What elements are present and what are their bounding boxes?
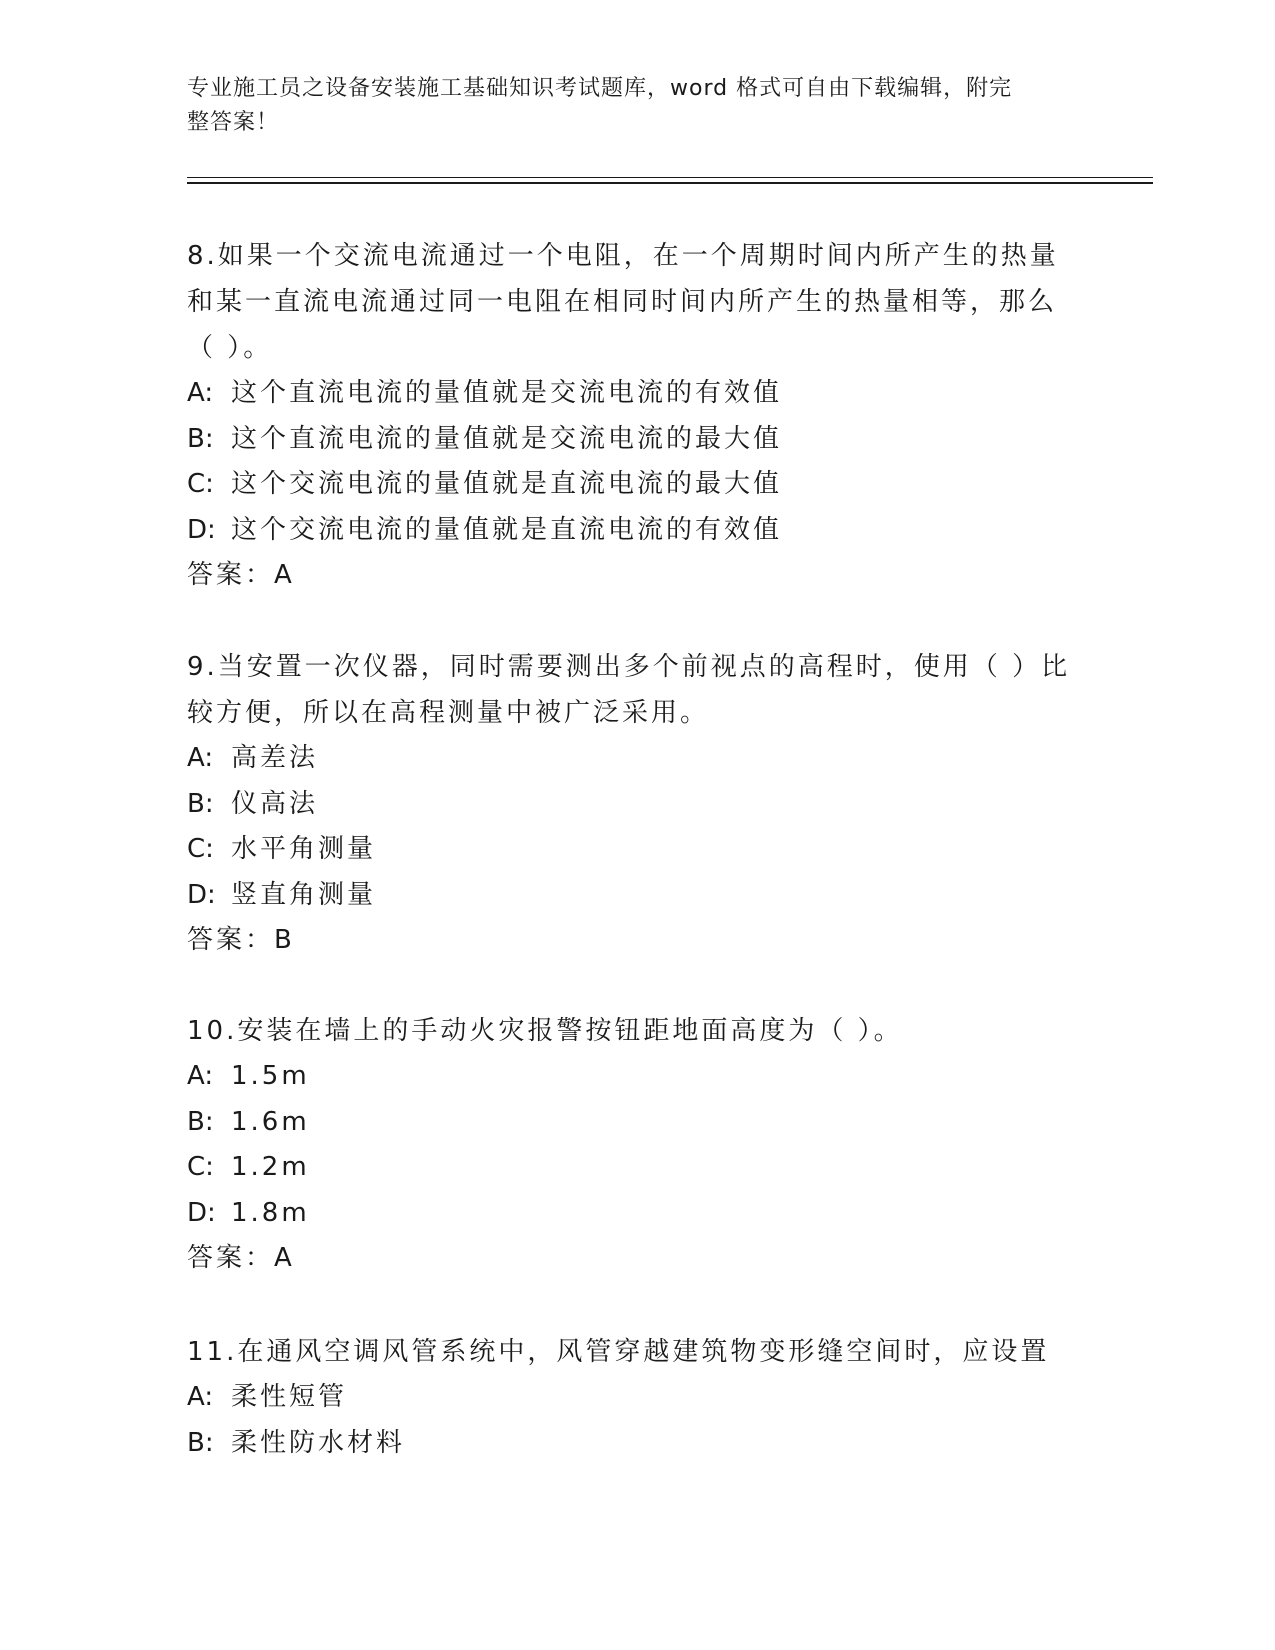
- question-text-line: 9.当安置一次仪器，同时需要测出多个前视点的高程时，使用（ ）比: [187, 652, 1071, 682]
- question-text-line: （ ）。: [187, 333, 273, 363]
- option-letter: C:: [187, 469, 214, 499]
- option-c: [187, 827, 1087, 873]
- option-letter: B:: [187, 1427, 214, 1458]
- question-text-line: 和某一直流电流通过同一电阻在相同时间内所产生的热量相等，那么: [187, 287, 1058, 317]
- header-line-2: 整答案！: [187, 110, 280, 135]
- option-letter: D:: [187, 879, 216, 910]
- header-divider-bottom: [187, 182, 1153, 184]
- question-text-line: 8.如果一个交流电流通过一个电阻，在一个周期时间内所产生的热量: [187, 241, 1059, 271]
- option-b: [187, 1421, 1087, 1467]
- question-text-line: 11.在通风空调风管系统中，风管穿越建筑物变形缝空间时，应设置: [187, 1337, 1050, 1367]
- option-d: [187, 1191, 1087, 1237]
- question-text-line: 10.安装在墙上的手动火灾报警按钮距地面高度为（ ）。: [187, 1016, 903, 1046]
- question-text-line: 较方便，所以在高程测量中被广泛采用。: [187, 698, 710, 728]
- question-11: [187, 1329, 1087, 1466]
- option-b: [187, 417, 1087, 463]
- document-header: [187, 72, 1067, 140]
- option-text: 1.5m: [231, 1061, 310, 1091]
- option-a: [187, 736, 1087, 782]
- option-a: [187, 371, 1087, 417]
- option-d: [187, 873, 1087, 919]
- option-text: 1.2m: [231, 1152, 310, 1182]
- option-letter: C:: [187, 1152, 214, 1182]
- option-c: [187, 462, 1087, 508]
- option-text: 柔性防水材料: [231, 1427, 406, 1458]
- option-letter: D:: [187, 514, 216, 545]
- answer-line: 答案：A: [187, 1243, 295, 1273]
- option-text: 柔性短管: [231, 1382, 348, 1412]
- option-c: [187, 1145, 1087, 1191]
- option-d: [187, 508, 1087, 554]
- option-letter: D:: [187, 1197, 216, 1228]
- option-text: 这个直流电流的量值就是交流电流的最大值: [231, 423, 783, 454]
- option-letter: A:: [187, 1061, 214, 1091]
- answer-line: 答案：A: [187, 560, 295, 590]
- option-a: [187, 1054, 1087, 1100]
- option-b: [187, 782, 1087, 828]
- option-text: 1.6m: [231, 1106, 310, 1137]
- answer-line: 答案：B: [187, 925, 295, 955]
- question-8: [187, 233, 1087, 599]
- option-letter: B:: [187, 423, 214, 454]
- option-text: 高差法: [231, 743, 319, 773]
- option-text: 水平角测量: [231, 834, 377, 864]
- question-10: [187, 1008, 1087, 1282]
- header-line-1: 专业施工员之设备安装施工基础知识考试题库，word 格式可自由下载编辑，附完: [187, 76, 1013, 101]
- question-9: [187, 644, 1087, 964]
- option-letter: A:: [187, 743, 214, 773]
- option-text: 这个交流电流的量值就是直流电流的最大值: [231, 469, 783, 499]
- option-letter: C:: [187, 834, 214, 864]
- option-a: [187, 1375, 1087, 1421]
- option-b: [187, 1100, 1087, 1146]
- option-letter: A:: [187, 378, 214, 408]
- option-letter: B:: [187, 1106, 214, 1137]
- option-text: 仪高法: [231, 788, 319, 819]
- option-text: 这个直流电流的量值就是交流电流的有效值: [231, 378, 783, 408]
- option-text: 这个交流电流的量值就是直流电流的有效值: [231, 514, 783, 545]
- option-text: 1.8m: [231, 1197, 310, 1228]
- header-divider-top: [187, 177, 1153, 178]
- option-letter: B:: [187, 788, 214, 819]
- option-letter: A:: [187, 1382, 214, 1412]
- option-text: 竖直角测量: [231, 879, 377, 910]
